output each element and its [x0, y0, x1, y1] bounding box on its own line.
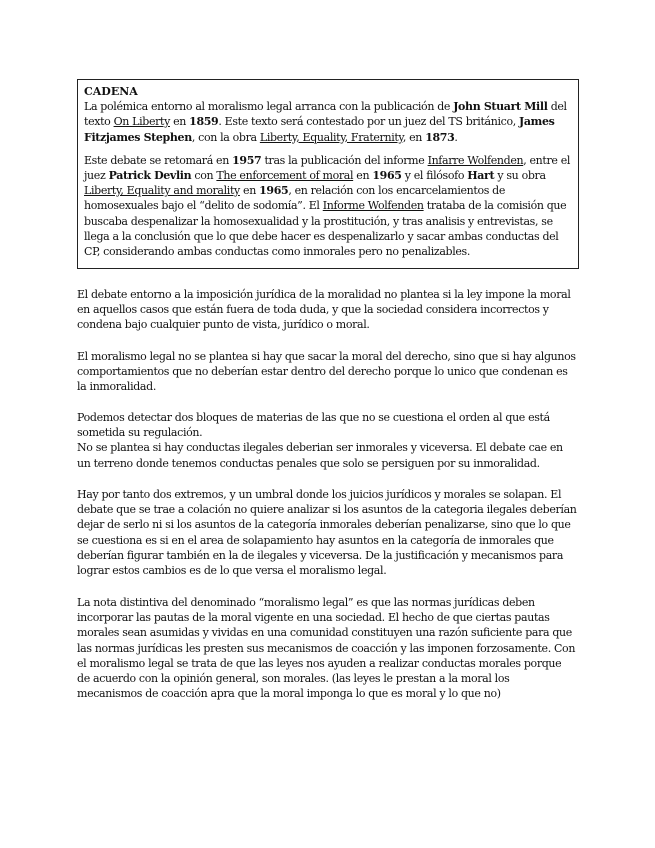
- text-run: , con la obra: [191, 130, 260, 144]
- text-run: , entre el juez: [84, 153, 571, 183]
- text-run: tras la publicación del informe: [261, 153, 428, 167]
- work-title: Liberty, Equality and morality: [84, 184, 240, 198]
- author-name: Patrick Devlin: [108, 169, 192, 183]
- author-name: Hart: [467, 169, 495, 183]
- text-run: trataba de la comisión que buscaba despenalizar la homosexualidad y la prostitución, y tras analisis y entrevistas, se llega a la conclusión que lo que debe hacer es despenalizarlo y sacar ambas conductas del CP, considerando ambas conductas como inmorales pero no penalizables.: [84, 199, 567, 259]
- paragraph-4: Hay por tanto dos extremos, y un umbral donde los juicios jurídicos y morales se solapan. El debate que se trae a colación no quiere analizar si los asuntos de la categoria ilegales deberían dejar de serlo ni si los asuntos de la categoría inmorales deberían penalizarse, sino que lo que se cuestiona es si en el area de solapamiento hay asuntos en la categoría de inmorales que deberían figurar también en la de ilegales y viceversa. De la justificación y mecanismos para lograr estos cambios es de lo que versa el moralismo legal.: [77, 488, 577, 578]
- paragraph-3: [77, 410, 577, 471]
- work-title: Liberty, Equality, Fraternity: [259, 130, 403, 144]
- text-run: .: [454, 130, 458, 144]
- year: 1859: [189, 115, 219, 129]
- box-title: CADENA: [84, 85, 138, 98]
- author-name: John Stuart Mill: [453, 100, 548, 114]
- text-run: La polémica entorno al moralismo legal arranca con la publicación de: [84, 100, 454, 114]
- text-run: en: [169, 115, 190, 129]
- box-paragraph-2: [84, 153, 572, 259]
- work-title: On Liberty: [113, 115, 170, 129]
- paragraph-3-line-b: No se plantea si hay conductas ilegales deberian ser inmorales y viceversa. El debate cae en un terreno donde tenemos conductas penales que solo se persiguen por su inmoralidad.: [77, 441, 563, 470]
- text-run: con: [191, 169, 217, 183]
- text-run: , en relación con los encarcelamientos de homosexuales bajo el “delito de sodomía”. El: [84, 184, 506, 213]
- paragraph-5: La nota distintiva del denominado “moralismo legal” es que las normas jurídicas deben incorporar las pautas de la moral vigente en una sociedad. El hecho de que ciertas pautas morales sean asumidas y vividas en una comunidad constituyen una razón suficiente para que las normas jurídicas les presten sus mecanismos de coacción y las imponen forzosamente. Con el moralismo legal se trata de que las leyes nos ayuden a realizar conductas morales porque de acuerdo con la opinión general, son morales. (las leyes le prestan a la moral los mecanismos de coacción apra que la moral imponga lo que es moral y lo que no): [77, 596, 576, 701]
- text-run: del texto: [84, 100, 567, 129]
- cadena-summary-box: [77, 79, 579, 269]
- author-name: James Fitzjames Stephen: [84, 115, 555, 144]
- work-title: Infarre Wolfenden: [427, 153, 524, 167]
- text-run: en: [353, 169, 373, 183]
- paragraph-2: El moralismo legal no se plantea si hay que sacar la moral del derecho, sino que si hay algunos comportamientos que no deberían estar dentro del derecho porque lo unico que condenan es la inmoralidad.: [77, 350, 576, 394]
- year: 1957: [232, 153, 262, 167]
- box-paragraph-1: [84, 99, 572, 145]
- text-run: Este debate se retomará en: [84, 153, 233, 167]
- text-run: y su obra: [494, 169, 546, 183]
- paragraph-3-line-a: Podemos detectar dos bloques de materias de las que no se cuestiona el orden al que está sometida su regulación.: [77, 411, 550, 440]
- paragraph-1: El debate entorno a la imposición jurídica de la moralidad no plantea si la ley impone la moral en aquellos casos que están fuera de toda duda, y que la sociedad considera incorrectos y condena bajo cualquier punto de vista, jurídico o moral.: [77, 288, 571, 332]
- year: 1965: [372, 169, 402, 183]
- text-run: y el filósofo: [401, 169, 468, 183]
- text-run: . Este texto será contestado por un juez del TS británico,: [218, 115, 520, 129]
- work-title: Informe Wolfenden: [322, 199, 424, 213]
- year: 1873: [425, 130, 455, 144]
- work-title: The enforcement of moral: [216, 169, 354, 183]
- text-run: en: [239, 184, 260, 198]
- text-run: , en: [402, 130, 426, 144]
- year: 1965: [259, 184, 289, 198]
